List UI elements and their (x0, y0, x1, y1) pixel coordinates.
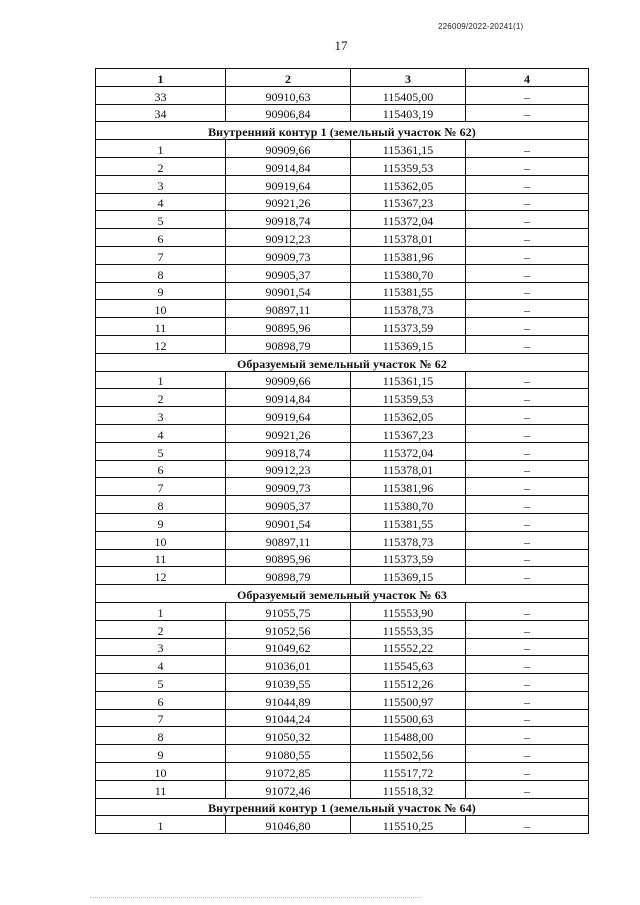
column-header-1: 1 (96, 69, 226, 87)
point-number-cell: 2 (96, 389, 226, 407)
table-row (96, 442, 589, 460)
x-coordinate-cell: 90905,37 (226, 496, 351, 514)
note-cell: – (466, 424, 589, 442)
x-coordinate-cell: 91072,46 (226, 780, 351, 798)
table-row (96, 264, 589, 282)
section-row (96, 122, 589, 140)
note-cell: – (466, 282, 589, 300)
note-cell: – (466, 193, 589, 211)
point-number-cell: 8 (96, 264, 226, 282)
point-number-cell: 1 (96, 602, 226, 620)
point-number-cell: 8 (96, 496, 226, 514)
point-number-cell: 4 (96, 193, 226, 211)
table-row (96, 638, 589, 656)
note-cell: – (466, 745, 589, 763)
note-cell: – (466, 816, 589, 834)
note-cell: – (466, 567, 589, 585)
point-number-cell: 2 (96, 157, 226, 175)
column-header-4: 4 (466, 69, 589, 87)
point-number-cell: 3 (96, 175, 226, 193)
point-number-cell: 34 (96, 104, 226, 122)
x-coordinate-cell: 91036,01 (226, 656, 351, 674)
y-coordinate-cell: 115378,01 (351, 229, 466, 247)
point-number-cell: 4 (96, 424, 226, 442)
x-coordinate-cell: 90901,54 (226, 513, 351, 531)
x-coordinate-cell: 91044,89 (226, 691, 351, 709)
table-row (96, 193, 589, 211)
table-row (96, 104, 589, 122)
table-row (96, 246, 589, 264)
table-row (96, 691, 589, 709)
note-cell: – (466, 318, 589, 336)
point-number-cell: 5 (96, 674, 226, 692)
note-cell: – (466, 229, 589, 247)
x-coordinate-cell: 90909,73 (226, 478, 351, 496)
note-cell: – (466, 727, 589, 745)
note-cell: – (466, 211, 589, 229)
point-number-cell: 5 (96, 442, 226, 460)
y-coordinate-cell: 115500,97 (351, 691, 466, 709)
x-coordinate-cell: 90897,11 (226, 531, 351, 549)
note-cell: – (466, 620, 589, 638)
table-body (96, 86, 589, 833)
point-number-cell: 12 (96, 335, 226, 353)
y-coordinate-cell: 115488,00 (351, 727, 466, 745)
table-row (96, 531, 589, 549)
y-coordinate-cell: 115367,23 (351, 193, 466, 211)
point-number-cell: 9 (96, 745, 226, 763)
point-number-cell: 1 (96, 816, 226, 834)
x-coordinate-cell: 91055,75 (226, 602, 351, 620)
table-row (96, 709, 589, 727)
section-title: Внутренний контур 1 (земельный участок № 62) (96, 122, 589, 140)
y-coordinate-cell: 115545,63 (351, 656, 466, 674)
point-number-cell: 5 (96, 211, 226, 229)
note-cell: – (466, 709, 589, 727)
x-coordinate-cell: 90919,64 (226, 175, 351, 193)
x-coordinate-cell: 91052,56 (226, 620, 351, 638)
x-coordinate-cell: 90910,63 (226, 86, 351, 104)
point-number-cell: 7 (96, 709, 226, 727)
y-coordinate-cell: 115381,55 (351, 282, 466, 300)
y-coordinate-cell: 115553,90 (351, 602, 466, 620)
point-number-cell: 11 (96, 318, 226, 336)
x-coordinate-cell: 90921,26 (226, 424, 351, 442)
y-coordinate-cell: 115361,15 (351, 140, 466, 158)
y-coordinate-cell: 115381,55 (351, 513, 466, 531)
y-coordinate-cell: 115378,73 (351, 531, 466, 549)
table-row (96, 780, 589, 798)
point-number-cell: 1 (96, 371, 226, 389)
x-coordinate-cell: 90898,79 (226, 567, 351, 585)
y-coordinate-cell: 115500,63 (351, 709, 466, 727)
y-coordinate-cell: 115359,53 (351, 157, 466, 175)
x-coordinate-cell: 90895,96 (226, 318, 351, 336)
y-coordinate-cell: 115518,32 (351, 780, 466, 798)
y-coordinate-cell: 115372,04 (351, 442, 466, 460)
table-row (96, 335, 589, 353)
x-coordinate-cell: 90895,96 (226, 549, 351, 567)
note-cell: – (466, 371, 589, 389)
y-coordinate-cell: 115362,05 (351, 407, 466, 425)
table-row (96, 620, 589, 638)
note-cell: – (466, 478, 589, 496)
note-cell: – (466, 246, 589, 264)
x-coordinate-cell: 90912,23 (226, 229, 351, 247)
table-row (96, 407, 589, 425)
table-row (96, 211, 589, 229)
x-coordinate-cell: 91039,55 (226, 674, 351, 692)
y-coordinate-cell: 115372,04 (351, 211, 466, 229)
y-coordinate-cell: 115405,00 (351, 86, 466, 104)
section-row (96, 353, 589, 371)
y-coordinate-cell: 115369,15 (351, 335, 466, 353)
scan-artifact (90, 897, 420, 900)
note-cell: – (466, 674, 589, 692)
point-number-cell: 3 (96, 638, 226, 656)
note-cell: – (466, 264, 589, 282)
table-row (96, 371, 589, 389)
x-coordinate-cell: 91046,80 (226, 816, 351, 834)
table-row (96, 140, 589, 158)
table-row (96, 424, 589, 442)
y-coordinate-cell: 115378,01 (351, 460, 466, 478)
table-header-row (96, 69, 589, 87)
table-row (96, 674, 589, 692)
table-row (96, 496, 589, 514)
note-cell: – (466, 763, 589, 781)
y-coordinate-cell: 115359,53 (351, 389, 466, 407)
note-cell: – (466, 300, 589, 318)
table-row (96, 513, 589, 531)
table-row (96, 229, 589, 247)
section-title: Внутренний контур 1 (земельный участок № 64) (96, 798, 589, 816)
y-coordinate-cell: 115510,25 (351, 816, 466, 834)
x-coordinate-cell: 90918,74 (226, 211, 351, 229)
note-cell: – (466, 389, 589, 407)
y-coordinate-cell: 115381,96 (351, 246, 466, 264)
y-coordinate-cell: 115380,70 (351, 496, 466, 514)
x-coordinate-cell: 91050,32 (226, 727, 351, 745)
note-cell: – (466, 442, 589, 460)
y-coordinate-cell: 115512,26 (351, 674, 466, 692)
note-cell: – (466, 496, 589, 514)
table-row (96, 389, 589, 407)
table-row (96, 175, 589, 193)
point-number-cell: 6 (96, 229, 226, 247)
y-coordinate-cell: 115403,19 (351, 104, 466, 122)
x-coordinate-cell: 90909,66 (226, 371, 351, 389)
x-coordinate-cell: 91044,24 (226, 709, 351, 727)
x-coordinate-cell: 90921,26 (226, 193, 351, 211)
table-row (96, 727, 589, 745)
point-number-cell: 11 (96, 780, 226, 798)
point-number-cell: 9 (96, 513, 226, 531)
x-coordinate-cell: 91072,85 (226, 763, 351, 781)
point-number-cell: 7 (96, 246, 226, 264)
point-number-cell: 3 (96, 407, 226, 425)
note-cell: – (466, 460, 589, 478)
x-coordinate-cell: 90906,84 (226, 104, 351, 122)
y-coordinate-cell: 115361,15 (351, 371, 466, 389)
y-coordinate-cell: 115378,73 (351, 300, 466, 318)
x-coordinate-cell: 90919,64 (226, 407, 351, 425)
y-coordinate-cell: 115517,72 (351, 763, 466, 781)
point-number-cell: 7 (96, 478, 226, 496)
note-cell: – (466, 780, 589, 798)
table-row (96, 763, 589, 781)
y-coordinate-cell: 115502,56 (351, 745, 466, 763)
y-coordinate-cell: 115373,59 (351, 549, 466, 567)
note-cell: – (466, 691, 589, 709)
y-coordinate-cell: 115553,35 (351, 620, 466, 638)
point-number-cell: 6 (96, 460, 226, 478)
point-number-cell: 8 (96, 727, 226, 745)
note-cell: – (466, 549, 589, 567)
column-header-2: 2 (226, 69, 351, 87)
note-cell: – (466, 86, 589, 104)
column-header-3: 3 (351, 69, 466, 87)
table-row (96, 478, 589, 496)
table-row (96, 460, 589, 478)
section-title: Образуемый земельный участок № 63 (96, 585, 589, 603)
point-number-cell: 1 (96, 140, 226, 158)
x-coordinate-cell: 90914,84 (226, 157, 351, 175)
table-row (96, 816, 589, 834)
y-coordinate-cell: 115367,23 (351, 424, 466, 442)
table-row (96, 567, 589, 585)
table-row (96, 318, 589, 336)
y-coordinate-cell: 115380,70 (351, 264, 466, 282)
point-number-cell: 12 (96, 567, 226, 585)
x-coordinate-cell: 90914,84 (226, 389, 351, 407)
x-coordinate-cell: 90918,74 (226, 442, 351, 460)
note-cell: – (466, 175, 589, 193)
note-cell: – (466, 602, 589, 620)
coordinates-table (95, 68, 589, 834)
note-cell: – (466, 140, 589, 158)
point-number-cell: 2 (96, 620, 226, 638)
x-coordinate-cell: 90905,37 (226, 264, 351, 282)
x-coordinate-cell: 91049,62 (226, 638, 351, 656)
x-coordinate-cell: 90901,54 (226, 282, 351, 300)
x-coordinate-cell: 90898,79 (226, 335, 351, 353)
note-cell: – (466, 104, 589, 122)
note-cell: – (466, 335, 589, 353)
point-number-cell: 4 (96, 656, 226, 674)
section-title: Образуемый земельный участок № 62 (96, 353, 589, 371)
table-row (96, 300, 589, 318)
section-row (96, 585, 589, 603)
y-coordinate-cell: 115552,22 (351, 638, 466, 656)
note-cell: – (466, 638, 589, 656)
section-row (96, 798, 589, 816)
table-row (96, 86, 589, 104)
document-code: 226009/2022-20241(1) (438, 22, 524, 31)
point-number-cell: 10 (96, 531, 226, 549)
x-coordinate-cell: 90897,11 (226, 300, 351, 318)
y-coordinate-cell: 115373,59 (351, 318, 466, 336)
x-coordinate-cell: 90912,23 (226, 460, 351, 478)
note-cell: – (466, 656, 589, 674)
point-number-cell: 9 (96, 282, 226, 300)
table-row (96, 602, 589, 620)
x-coordinate-cell: 90909,73 (226, 246, 351, 264)
table-row (96, 745, 589, 763)
table-row (96, 549, 589, 567)
x-coordinate-cell: 90909,66 (226, 140, 351, 158)
note-cell: – (466, 531, 589, 549)
point-number-cell: 33 (96, 86, 226, 104)
point-number-cell: 6 (96, 691, 226, 709)
table-row (96, 656, 589, 674)
point-number-cell: 11 (96, 549, 226, 567)
point-number-cell: 10 (96, 763, 226, 781)
note-cell: – (466, 513, 589, 531)
page-number: 17 (334, 38, 348, 53)
y-coordinate-cell: 115362,05 (351, 175, 466, 193)
point-number-cell: 10 (96, 300, 226, 318)
y-coordinate-cell: 115369,15 (351, 567, 466, 585)
table-row (96, 282, 589, 300)
y-coordinate-cell: 115381,96 (351, 478, 466, 496)
table-row (96, 157, 589, 175)
note-cell: – (466, 407, 589, 425)
x-coordinate-cell: 91080,55 (226, 745, 351, 763)
note-cell: – (466, 157, 589, 175)
